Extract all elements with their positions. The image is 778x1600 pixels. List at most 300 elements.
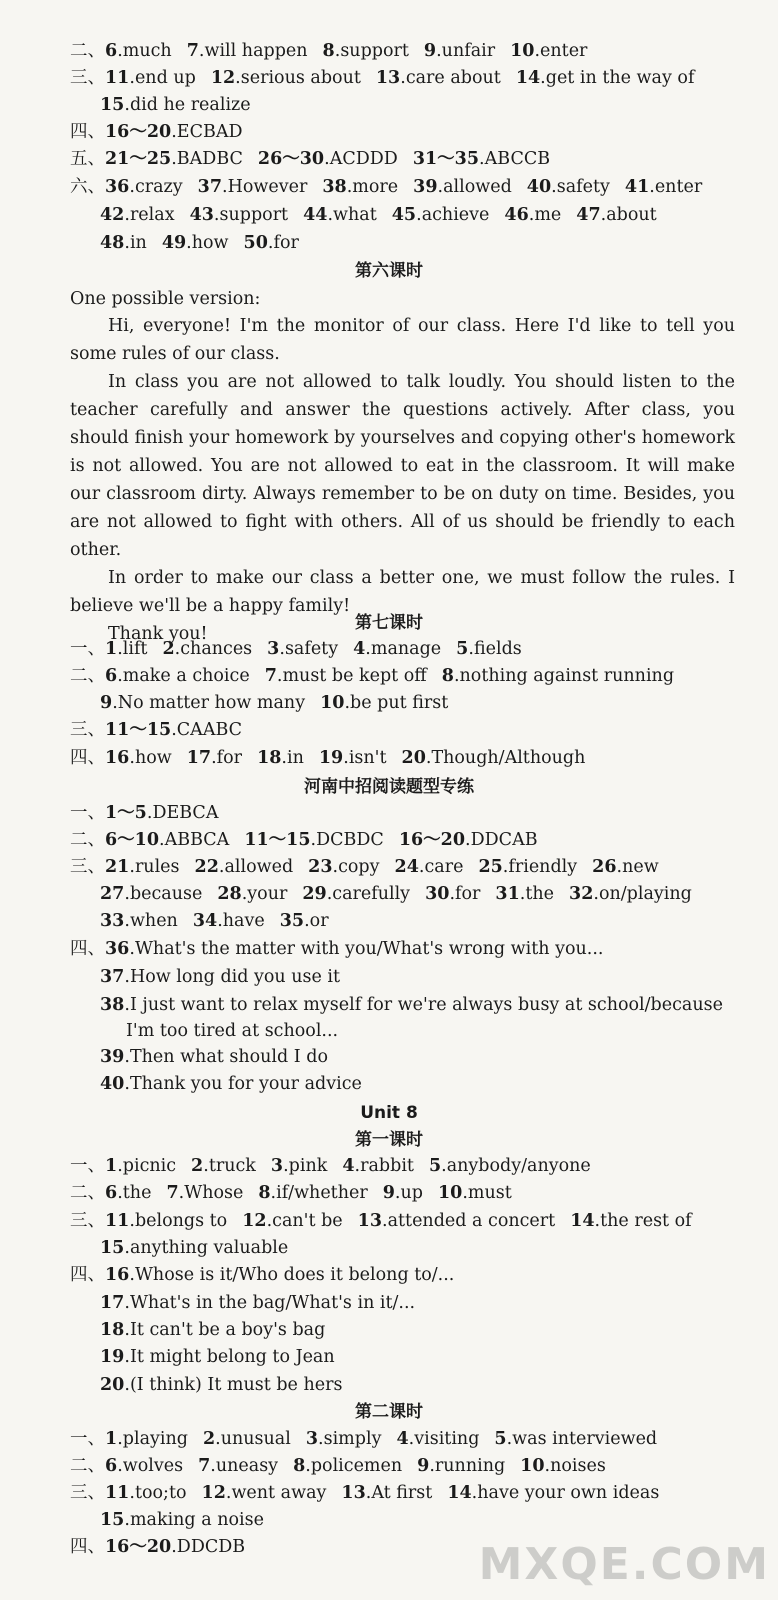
answer-text: enter [654, 177, 703, 197]
answer-text: how [191, 233, 229, 253]
section-heading: Unit 8 [360, 1103, 418, 1123]
question-number: 4 [353, 639, 366, 659]
answer-item: 8.if/whether [258, 1183, 368, 1203]
answer-text: isn't [348, 748, 387, 768]
answer-item: 11～15.DCBDC [244, 830, 384, 850]
answer-item: 28.your [217, 884, 288, 904]
answer-line [100, 1317, 325, 1343]
answer-item: 9.running [417, 1456, 506, 1476]
answer-text: went away [231, 1483, 327, 1503]
question-number: 12 [242, 1211, 267, 1231]
question-number: 17 [100, 1293, 125, 1313]
answer-text: However [227, 177, 308, 197]
answer-text: I'm too tired at school... [126, 1021, 339, 1041]
question-number: 13 [357, 1211, 382, 1231]
answer-line [70, 1453, 606, 1479]
answer-line [70, 1180, 512, 1206]
answer-item: 1.playing [105, 1429, 188, 1449]
section-number: 六、 [70, 177, 105, 197]
section-number: 四、 [70, 939, 105, 959]
answer-item: 36.crazy [105, 177, 183, 197]
answer-item: 15.anything valuable [100, 1238, 289, 1258]
question-number: 10 [520, 1456, 545, 1476]
question-number: 21 [105, 857, 130, 877]
answer-item: 12.serious about [210, 68, 361, 88]
section-number: 二、 [70, 41, 105, 61]
question-number: 43 [189, 205, 214, 225]
answer-text: fields [473, 639, 522, 659]
question-number: 31 [495, 884, 520, 904]
question-number: 1～5 [105, 803, 147, 823]
answer-item: 5.fields [456, 639, 522, 659]
question-number: 16～20 [398, 830, 466, 850]
essay-paragraph-2: In class you are not allowed to talk loudly. You should listen to the teacher carefully and answer the questions actively. After class, you should finish your homework by yourselves and copying other's homework is not allowed. You are not allowed to eat in the classroom. It will make our classroom dirty. Always remember to be on duty on time. Besides, you are not allowed to fight with others. All of us should be friendly to each other. [70, 372, 735, 560]
answer-item: 15.making a noise [100, 1510, 264, 1530]
answer-item [126, 1021, 338, 1041]
answer-text: It can't be a boy's bag [129, 1320, 326, 1340]
question-number: 6 [105, 666, 118, 686]
answer-text: for [273, 233, 299, 253]
answer-text: anything valuable [129, 1238, 289, 1258]
question-number: 10 [510, 41, 535, 61]
answer-item: 6.make a choice [105, 666, 250, 686]
answer-text: attended a concert [387, 1211, 556, 1231]
answer-item: 35.or [279, 911, 329, 931]
answer-line [70, 38, 587, 64]
answer-text: DDCDB [176, 1537, 246, 1557]
answer-text: lift [122, 639, 148, 659]
answer-item: 29.carefully [302, 884, 411, 904]
question-number: 18 [100, 1320, 125, 1340]
question-number: 41 [624, 177, 650, 197]
answer-text: unfair [441, 41, 496, 61]
answer-item: 34.have [192, 911, 265, 931]
answer-text: enter [540, 41, 588, 61]
answer-text: friendly [508, 857, 578, 877]
question-number: 48 [100, 233, 125, 253]
answer-item: 38.I just want to relax myself for we're always busy at school/because [100, 995, 723, 1015]
question-number: 49 [161, 233, 187, 253]
answer-text: What's in the bag/What's in it/... [129, 1293, 416, 1313]
answer-text: Thank you for your advice [129, 1074, 362, 1094]
answer-text: crazy [134, 177, 183, 197]
answer-text: support [219, 205, 289, 225]
question-number: 24 [394, 857, 419, 877]
answer-text: what [333, 205, 377, 225]
answer-text: It might belong to Jean [129, 1347, 335, 1367]
section-number: 三、 [70, 68, 105, 88]
answer-item: 11.too;to [105, 1483, 187, 1503]
section-number: 二、 [70, 1183, 105, 1203]
question-number: 12 [210, 68, 236, 88]
question-number: 7 [186, 41, 199, 61]
answer-text: must be kept off [282, 666, 427, 686]
answer-item: 1.picnic [105, 1156, 177, 1176]
essay-paragraph-4: Thank you! [108, 624, 208, 644]
question-number: 9 [382, 1183, 395, 1203]
section-number: 二、 [70, 830, 105, 850]
question-number: 8 [293, 1456, 306, 1476]
question-number: 27 [100, 884, 125, 904]
question-number: 10 [437, 1183, 463, 1203]
answer-item: 44.what [303, 205, 377, 225]
answer-text: I just want to relax myself for we're always busy at school/because [129, 995, 723, 1015]
answer-item: 27.because [100, 884, 203, 904]
question-number: 5 [428, 1156, 442, 1176]
answer-line [100, 881, 692, 907]
answer-item: 11～15.CAABC [105, 720, 243, 740]
answer-item: 7.must be kept off [264, 666, 427, 686]
answer-text: care about [405, 68, 501, 88]
answer-text: rules [134, 857, 180, 877]
answer-text: DDCAB [470, 830, 538, 850]
answer-item: 39.allowed [413, 177, 512, 197]
question-number: 40 [526, 177, 552, 197]
question-number: 8 [441, 666, 454, 686]
question-number: 11 [105, 1211, 130, 1231]
answer-text: or [309, 911, 329, 931]
answer-item: 11.belongs to [105, 1211, 228, 1231]
question-number: 1 [105, 1429, 118, 1449]
section-number: 五、 [70, 149, 105, 169]
answer-text: safety [556, 177, 610, 197]
answer-item: 48.in [100, 233, 147, 253]
answer-item: 14.have your own ideas [447, 1483, 660, 1503]
answer-text: BADBC [176, 149, 243, 169]
question-number: 18 [257, 748, 282, 768]
question-number: 1 [105, 1156, 118, 1176]
answer-line [100, 908, 329, 934]
answer-item: 4.manage [353, 639, 442, 659]
question-number: 28 [217, 884, 242, 904]
essay-paragraph-1: Hi, everyone! I'm the monitor of our class. Here I'd like to tell you some rules of our class. [70, 316, 735, 364]
answer-item: 8.nothing against running [441, 666, 675, 686]
answer-text: me [534, 205, 562, 225]
question-number: 6 [105, 1183, 118, 1203]
question-number: 47 [576, 205, 601, 225]
answer-item: 40.Thank you for your advice [100, 1074, 362, 1094]
answer-line [100, 1372, 342, 1398]
question-number: 8 [258, 1183, 271, 1203]
answer-item: 31.the [495, 884, 555, 904]
answer-line [70, 663, 674, 689]
answer-item: 16～20.ECBAD [105, 122, 243, 142]
answer-text: end up [134, 68, 196, 88]
answer-item: 6.the [105, 1183, 152, 1203]
section-number: 一、 [70, 803, 105, 823]
answer-item: 2.chances [162, 639, 253, 659]
answer-item: 9.up [382, 1183, 423, 1203]
answer-item: 18.in [257, 748, 304, 768]
answer-text: ABBCA [164, 830, 230, 850]
question-number: 39 [413, 177, 438, 197]
answer-item: 1～5.DEBCA [105, 803, 219, 823]
answer-item: 9.No matter how many [100, 693, 306, 713]
answer-text: much [122, 41, 172, 61]
answer-item: 21.rules [105, 857, 180, 877]
answer-text: unusual [220, 1429, 291, 1449]
answer-text: for [455, 884, 481, 904]
answer-item: 3.simply [305, 1429, 382, 1449]
section-number: 一、 [70, 1429, 105, 1449]
question-number: 23 [308, 857, 333, 877]
answer-item: 5.anybody/anyone [428, 1156, 591, 1176]
answer-line [100, 230, 299, 256]
answer-item: 3.pink [270, 1156, 328, 1176]
answer-line [70, 854, 659, 880]
answer-item: 41.enter [624, 177, 703, 197]
answer-text: was interviewed [512, 1429, 658, 1449]
question-number: 9 [100, 693, 113, 713]
answer-item: 6～10.ABBCA [105, 830, 230, 850]
answer-text: noises [550, 1456, 606, 1476]
section-heading: 第一课时 [355, 1130, 423, 1150]
answer-text: have your own ideas [477, 1483, 660, 1503]
answer-item: 13.attended a concert [357, 1211, 556, 1231]
answer-line [70, 745, 585, 771]
answer-text: uneasy [215, 1456, 279, 1476]
answer-line [126, 1018, 338, 1044]
question-number: 2 [202, 1429, 216, 1449]
question-number: 46 [504, 205, 529, 225]
answer-text: Whose [184, 1183, 244, 1203]
answer-item: 24.care [394, 857, 464, 877]
answer-text: What's the matter with you/What's wrong with you... [134, 939, 604, 959]
answer-text: allowed [224, 857, 294, 877]
answer-item: 7.Whose [166, 1183, 244, 1203]
answer-item: 38.more [322, 177, 399, 197]
answer-text: ECBAD [176, 122, 243, 142]
answer-item: 6.wolves [105, 1456, 184, 1476]
answer-text: anybody/anyone [446, 1156, 591, 1176]
answer-text: the rest of [600, 1211, 692, 1231]
question-number: 50 [243, 233, 268, 253]
answer-item: 19.It might belong to Jean [100, 1347, 335, 1367]
answer-text: (I think) It must be hers [129, 1375, 343, 1395]
answer-item: 15.did he realize [100, 95, 251, 115]
answer-item: 4.visiting [396, 1429, 480, 1449]
section-number: 一、 [70, 639, 105, 659]
answer-item: 18.It can't be a boy's bag [100, 1320, 326, 1340]
section-number: 三、 [70, 720, 105, 740]
answer-text: achieve [421, 205, 490, 225]
answer-text: How long did you use it [129, 967, 341, 987]
answer-text: simply [323, 1429, 382, 1449]
answer-text: did he realize [129, 95, 251, 115]
question-number: 38 [322, 177, 347, 197]
answer-line [100, 92, 251, 118]
question-number: 17 [186, 748, 212, 768]
answer-text: get in the way of [545, 68, 695, 88]
question-number: 4 [396, 1429, 409, 1449]
question-number: 14 [447, 1483, 472, 1503]
question-number: 9 [423, 41, 437, 61]
essay-intro: One possible version: [70, 289, 261, 309]
answer-line [70, 119, 243, 145]
question-number: 29 [302, 884, 327, 904]
answer-line [70, 1208, 692, 1234]
answer-text: must [467, 1183, 512, 1203]
answer-item: 47.about [576, 205, 657, 225]
question-number: 7 [166, 1183, 179, 1203]
answer-text: manage [370, 639, 442, 659]
question-number: 14 [570, 1211, 595, 1231]
answer-item: 40.safety [526, 177, 610, 197]
answer-text: DCBDC [316, 830, 384, 850]
question-number: 4 [342, 1156, 355, 1176]
question-number: 40 [100, 1074, 125, 1094]
section-number: 一、 [70, 1156, 105, 1176]
answer-item: 14.the rest of [570, 1211, 692, 1231]
answer-text: CAABC [176, 720, 243, 740]
answer-item: 17.for [186, 748, 243, 768]
question-number: 42 [100, 205, 125, 225]
answer-item: 12.went away [201, 1483, 327, 1503]
answer-text: make a choice [122, 666, 250, 686]
answer-item: 16～20.DDCAB [398, 830, 538, 850]
question-number: 11～15 [105, 720, 172, 740]
answer-item: 10.noises [520, 1456, 606, 1476]
question-number: 6 [105, 1456, 118, 1476]
answer-text: copy [338, 857, 380, 877]
answer-text: because [129, 884, 203, 904]
question-number: 11～15 [244, 830, 311, 850]
answer-item: 11.end up [105, 68, 196, 88]
answer-item: 1.lift [105, 639, 148, 659]
question-number: 3 [270, 1156, 284, 1176]
answer-item: 8.support [322, 41, 409, 61]
answer-text: care [424, 857, 464, 877]
answer-item: 16.how [105, 748, 172, 768]
question-number: 19 [100, 1347, 125, 1367]
answer-item: 23.copy [308, 857, 380, 877]
answer-line [100, 964, 340, 990]
question-number: 32 [569, 884, 594, 904]
answer-item: 33.when [100, 911, 178, 931]
answer-item: 2.unusual [202, 1429, 291, 1449]
answer-item: 36.What's the matter with you/What's wrong with you... [105, 939, 604, 959]
answer-text: if/whether [276, 1183, 368, 1203]
answer-item: 26.new [592, 857, 659, 877]
answer-item: 4.rabbit [342, 1156, 414, 1176]
answer-item: 5.was interviewed [494, 1429, 658, 1449]
question-number: 2 [162, 639, 175, 659]
answer-line [100, 1507, 264, 1533]
answer-text: allowed [443, 177, 512, 197]
answer-item: 32.on/playing [569, 884, 692, 904]
answer-item: 39.Then what should I do [100, 1047, 328, 1067]
section-number: 四、 [70, 1537, 105, 1557]
answer-text: wolves [122, 1456, 184, 1476]
question-number: 16～20 [105, 122, 172, 142]
answer-text: Whose is it/Who does it belong to/... [134, 1265, 455, 1285]
answer-text: running [434, 1456, 506, 1476]
question-number: 6～10 [105, 830, 160, 850]
answer-text: pink [288, 1156, 328, 1176]
answer-item: 8.policemen [293, 1456, 403, 1476]
answer-item: 30.for [425, 884, 481, 904]
question-number: 3 [267, 639, 280, 659]
question-number: 20 [401, 748, 426, 768]
question-number: 39 [100, 1047, 125, 1067]
answer-text: At first [371, 1483, 433, 1503]
answer-item: 21～25.BADBC [105, 149, 243, 169]
answer-item: 20.Though/Although [401, 748, 586, 768]
answer-item: 10.must [437, 1183, 512, 1203]
answer-line [100, 202, 657, 228]
question-number: 16 [105, 748, 130, 768]
answer-text: support [340, 41, 409, 61]
section-number: 四、 [70, 1265, 105, 1285]
question-number: 10 [320, 693, 345, 713]
answer-text: No matter how many [117, 693, 306, 713]
section-number: 三、 [70, 1211, 105, 1231]
question-number: 33 [100, 911, 125, 931]
question-number: 20 [100, 1375, 125, 1395]
answer-text: too;to [134, 1483, 187, 1503]
answer-item: 12.can't be [242, 1211, 343, 1231]
answer-text: safety [284, 639, 339, 659]
answer-item: 10.enter [510, 41, 588, 61]
answer-line [70, 1262, 454, 1288]
answer-line [70, 1480, 659, 1506]
answer-text: nothing against running [459, 666, 675, 686]
question-number: 15 [100, 1238, 125, 1258]
answer-item: 25.friendly [478, 857, 578, 877]
answer-text: visiting [414, 1429, 480, 1449]
answer-text: about [606, 205, 657, 225]
answer-text: policemen [310, 1456, 403, 1476]
answer-line [70, 146, 550, 172]
question-number: 12 [201, 1483, 226, 1503]
question-number: 5 [456, 639, 469, 659]
answer-text: serious about [240, 68, 361, 88]
site-watermark: MXQE.COM [478, 1539, 770, 1590]
answer-item: 37.However [197, 177, 308, 197]
answer-text: rabbit [360, 1156, 414, 1176]
question-number: 7 [198, 1456, 211, 1476]
answer-text: making a noise [129, 1510, 264, 1530]
question-number: 37 [197, 177, 223, 197]
answer-text: can't be [272, 1211, 343, 1231]
section-number: 二、 [70, 666, 105, 686]
answer-item: 16.Whose is it/Who does it belong to/... [105, 1265, 455, 1285]
answer-line [100, 1071, 362, 1097]
section-heading: 第六课时 [355, 261, 423, 281]
answer-item: 20.(I think) It must be hers [100, 1375, 343, 1395]
section-heading: 第七课时 [355, 613, 423, 633]
answer-text: playing [122, 1429, 188, 1449]
question-number: 34 [192, 911, 218, 931]
answer-text: be put first [350, 693, 449, 713]
answer-line [100, 992, 723, 1018]
answer-item: 2.truck [191, 1156, 256, 1176]
section-number: 四、 [70, 122, 105, 142]
answer-item: 45.achieve [391, 205, 490, 225]
question-number: 22 [194, 857, 219, 877]
section-number: 三、 [70, 857, 105, 877]
question-number: 26 [592, 857, 617, 877]
answer-line [70, 827, 538, 853]
answer-item: 17.What's in the bag/What's in it/... [100, 1293, 416, 1313]
answer-text: more [352, 177, 399, 197]
question-number: 7 [264, 666, 277, 686]
answer-text: Though/Although [431, 748, 586, 768]
answer-line [70, 65, 694, 91]
answer-item: 26～30.ACDDD [257, 149, 398, 169]
answer-item: 31～35.ABCCB [412, 149, 551, 169]
answer-text: will happen [204, 41, 308, 61]
